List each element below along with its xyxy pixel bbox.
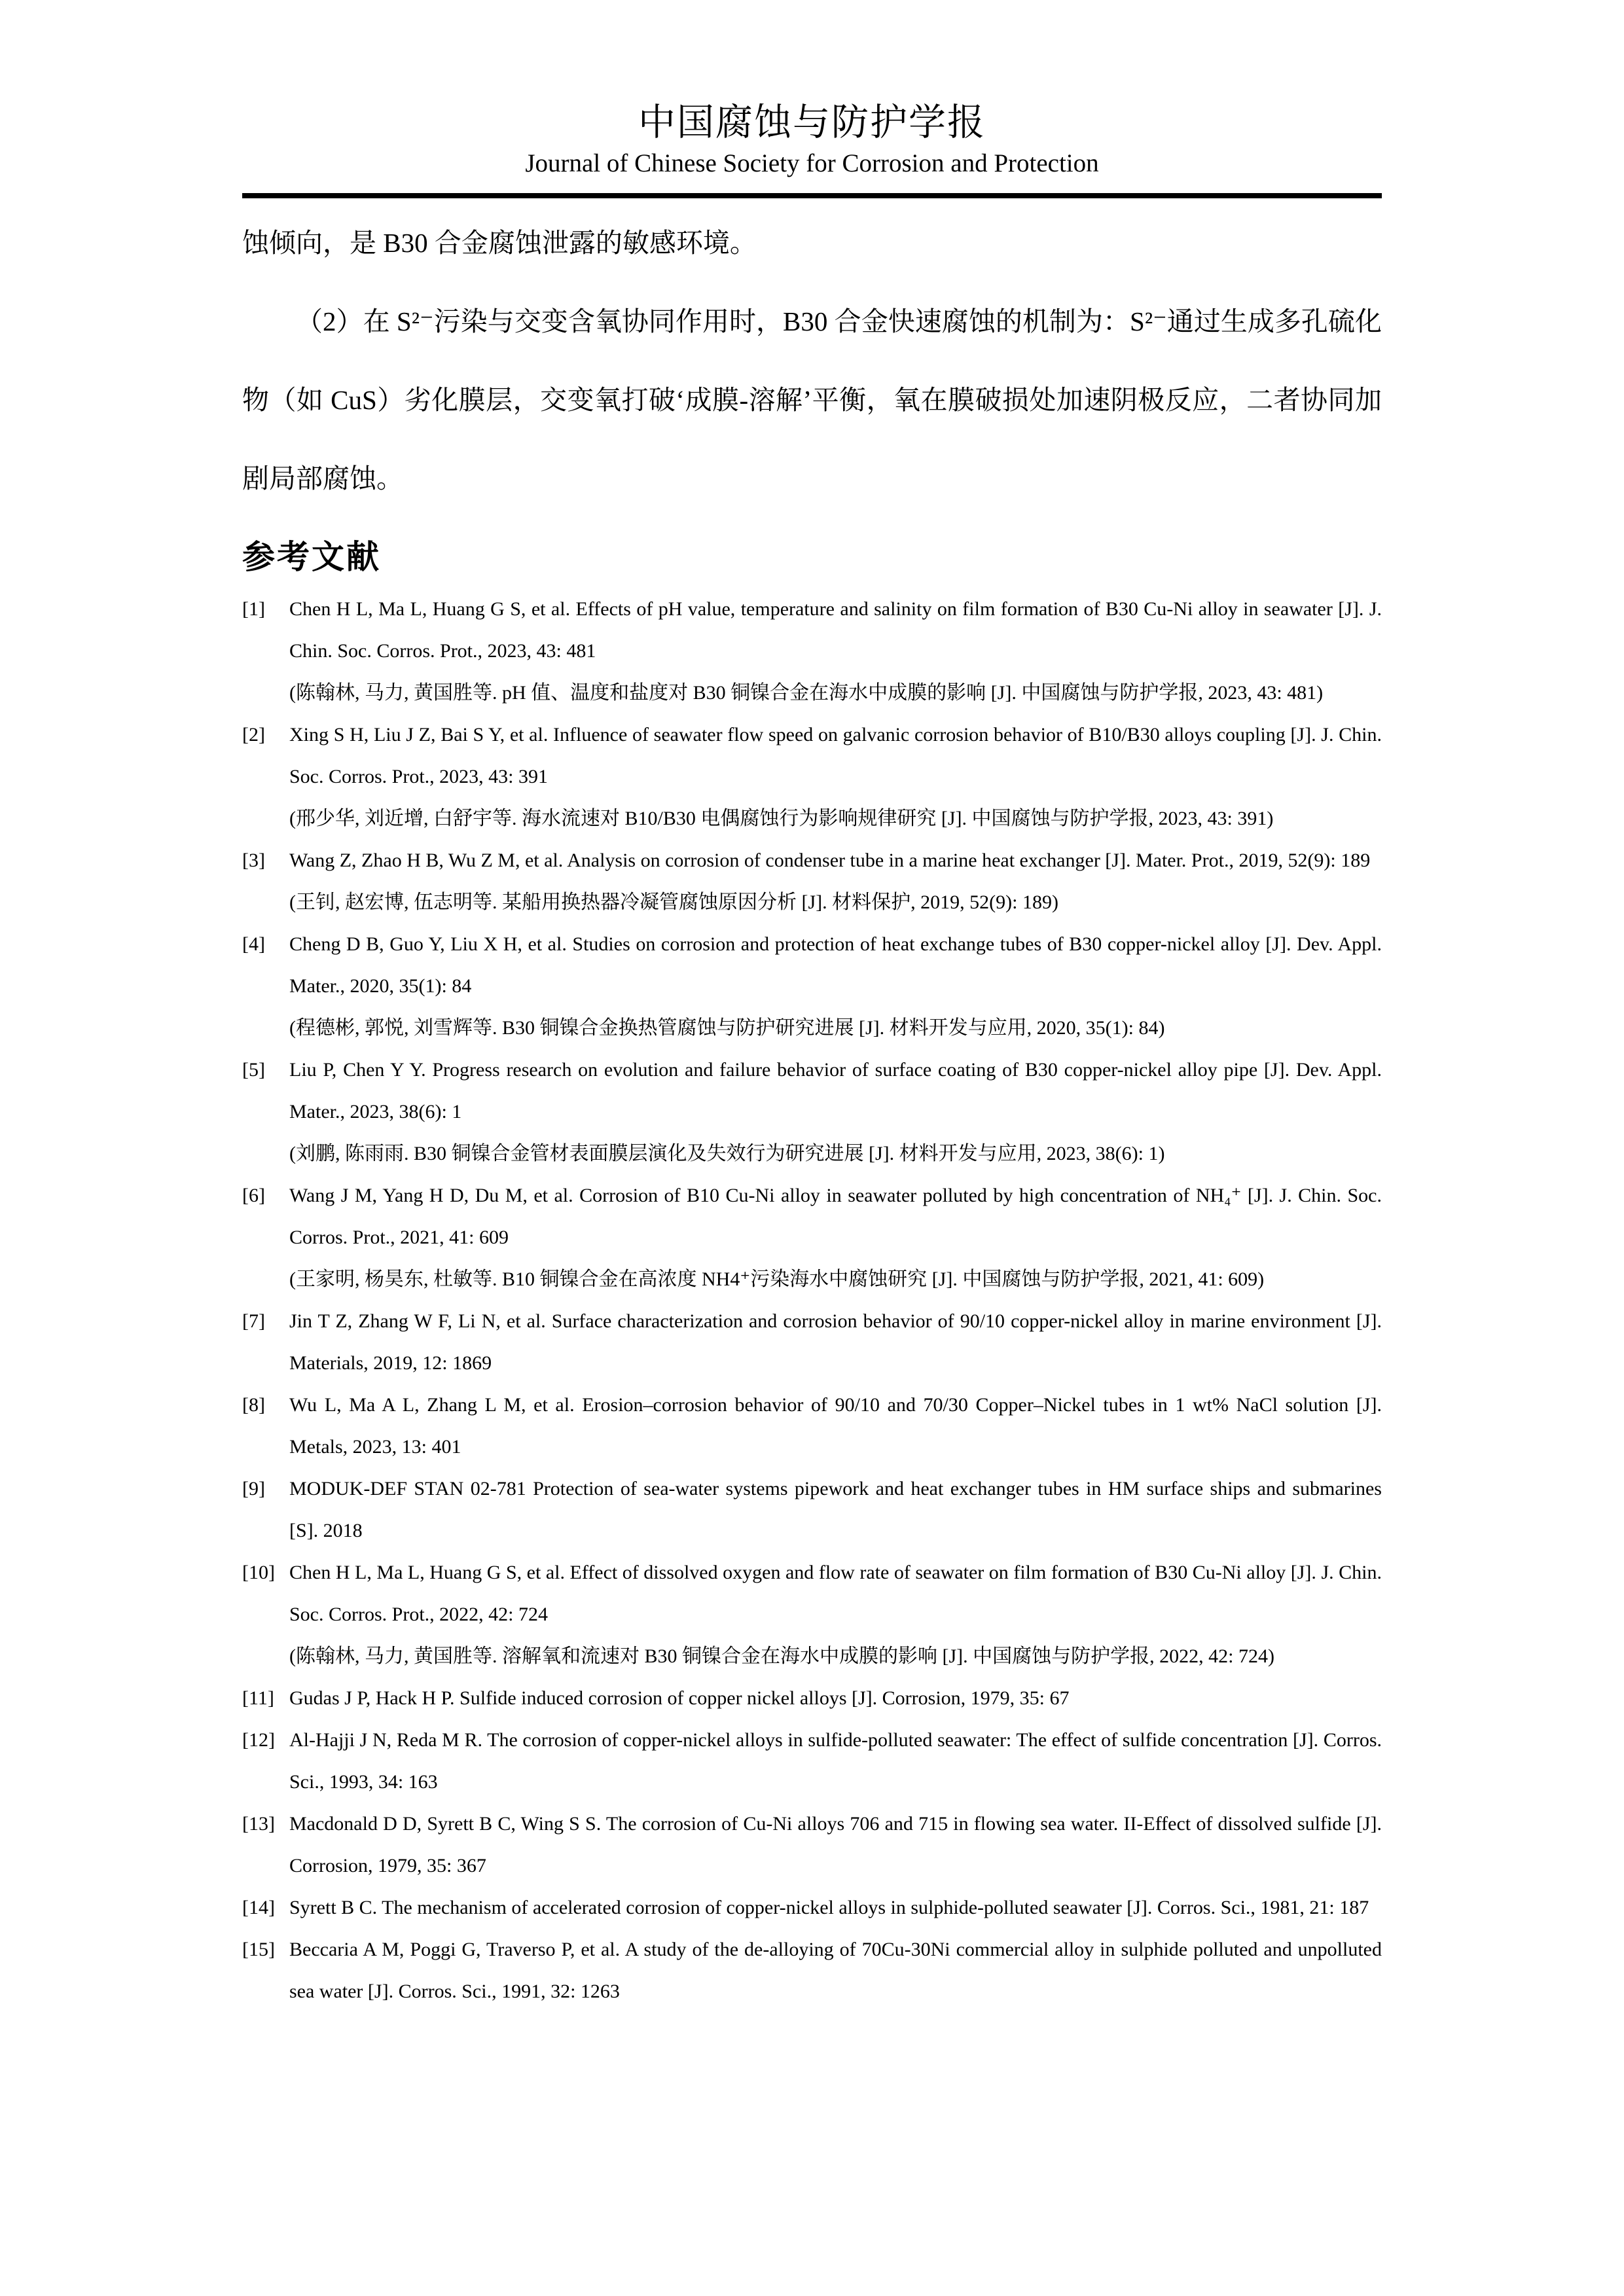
- reference-text-cn: (陈翰林, 马力, 黄国胜等. pH 值、温度和盐度对 B30 铜镍合金在海水中成膜的影响 [J]. 中国腐蚀与防护学报, 2023, 43: 481): [289, 682, 1324, 704]
- reference-item: [242, 1803, 1382, 1887]
- reference-number: [14]: [242, 1897, 275, 1919]
- page-content: [242, 0, 1382, 2013]
- reference-text-en: Wang Z, Zhao H B, Wu Z M, et al. Analysis on corrosion of condenser tube in a marine heat exchanger [J]. Mater. Prot., 2019, 52(9): 189: [289, 850, 1371, 872]
- reference-number: [5]: [242, 1059, 265, 1081]
- reference-item: [242, 714, 1382, 840]
- reference-item: [242, 1049, 1382, 1175]
- page-header: [242, 0, 1382, 198]
- reference-item: [242, 1677, 1382, 1719]
- reference-text-en: Gudas J P, Hack H P. Sulfide induced corrosion of copper nickel alloys [J]. Corrosion, 1979, 35: 67: [289, 1687, 1070, 1710]
- reference-number: [12]: [242, 1729, 275, 1751]
- reference-text-cn: (邢少华, 刘近增, 白舒宇等. 海水流速对 B10/B30 电偶腐蚀行为影响规律研究 [J]. 中国腐蚀与防护学报, 2023, 43: 391): [289, 808, 1274, 830]
- reference-item: [242, 1719, 1382, 1803]
- reference-number: [2]: [242, 724, 265, 746]
- body-paragraph-2: （2）在 S²⁻污染与交变含氧协同作用时，B30 合金快速腐蚀的机制为：S²⁻通过生成多孔硫化物（如 CuS）劣化膜层，交变氧打破‘成膜-溶解’平衡，氧在膜破损处加速阴极反应，二者协同加剧局部腐蚀。: [242, 306, 1382, 494]
- reference-text-cn: (王家明, 杨昊东, 杜敏等. B10 铜镍合金在高浓度 NH4⁺污染海水中腐蚀研究 [J]. 中国腐蚀与防护学报, 2021, 41: 609): [289, 1268, 1265, 1291]
- reference-item: [242, 1175, 1382, 1300]
- reference-text-en: Macdonald D D, Syrett B C, Wing S S. The corrosion of Cu-Ni alloys 706 and 715 in flowing sea water. II-Effect of dissolved sulfide [J]. Corrosion, 1979, 35: 367: [289, 1813, 1382, 1877]
- reference-item: [242, 1887, 1382, 1929]
- reference-text-en: Liu P, Chen Y Y. Progress research on evolution and failure behavior of surface coating of B30 copper-nickel alloy pipe [J]. Dev. Appl. Mater., 2023, 38(6): 1: [289, 1059, 1382, 1123]
- journal-title-zh: 中国腐蚀与防护学报: [638, 102, 986, 143]
- reference-number: [13]: [242, 1813, 275, 1835]
- reference-text-cn: (王钊, 赵宏博, 伍志明等. 某船用换热器冷凝管腐蚀原因分析 [J]. 材料保护, 2019, 52(9): 189): [289, 891, 1058, 914]
- reference-item: [242, 1929, 1382, 2013]
- reference-number: [11]: [242, 1687, 274, 1710]
- reference-item: [242, 1468, 1382, 1552]
- reference-text-cn: (程德彬, 郭悦, 刘雪辉等. B30 铜镍合金换热管腐蚀与防护研究进展 [J]. 材料开发与应用, 2020, 35(1): 84): [289, 1017, 1165, 1039]
- reference-item: [242, 1552, 1382, 1677]
- reference-number: [9]: [242, 1478, 265, 1500]
- references-heading: 参考文献: [242, 539, 381, 576]
- reference-number: [6]: [242, 1185, 265, 1207]
- reference-number: [15]: [242, 1939, 275, 1961]
- reference-text-en: Cheng D B, Guo Y, Liu X H, et al. Studies on corrosion and protection of heat exchange tubes of B30 copper-nickel alloy [J]. Dev. Appl. Mater., 2020, 35(1): 84: [289, 933, 1382, 997]
- reference-text-cn: (刘鹏, 陈雨雨. B30 铜镍合金管材表面膜层演化及失效行为研究进展 [J]. 材料开发与应用, 2023, 38(6): 1): [289, 1143, 1165, 1165]
- reference-number: [8]: [242, 1394, 265, 1416]
- body-paragraph-1: 蚀倾向，是 B30 合金腐蚀泄露的敏感环境。: [242, 228, 757, 259]
- reference-text-en: Chen H L, Ma L, Huang G S, et al. Effects of pH value, temperature and salinity on film formation of B30 Cu-Ni alloy in seawater [J]. J. Chin. Soc. Corros. Prot., 2023, 43: 481: [289, 598, 1382, 662]
- reference-text-en: Beccaria A M, Poggi G, Traverso P, et al. A study of the de-alloying of 70Cu-30Ni commercial alloy in sulphide polluted and unpolluted sea water [J]. Corros. Sci., 1991, 32: 1263: [289, 1939, 1382, 2003]
- reference-text-en: Jin T Z, Zhang W F, Li N, et al. Surface characterization and corrosion behavior of 90/10 copper-nickel alloy in marine environment [J]. Materials, 2019, 12: 1869: [289, 1310, 1382, 1374]
- reference-text-en: Xing S H, Liu J Z, Bai S Y, et al. Influence of seawater flow speed on galvanic corrosion behavior of B10/B30 alloys coupling [J]. J. Chin. Soc. Corros. Prot., 2023, 43: 391: [289, 724, 1382, 788]
- reference-number: [1]: [242, 598, 265, 620]
- reference-text-en: Syrett B C. The mechanism of accelerated corrosion of copper-nickel alloys in sulphide-polluted seawater [J]. Corros. Sci., 1981, 21: 187: [289, 1897, 1369, 1919]
- reference-text-en: Al-Hajji J N, Reda M R. The corrosion of copper-nickel alloys in sulfide-polluted seawater: The effect of sulfide concentration [J]. Corros. Sci., 1993, 34: 163: [289, 1729, 1382, 1793]
- reference-number: [4]: [242, 933, 265, 956]
- reference-list: [242, 588, 1382, 2013]
- reference-text-cn: (陈翰林, 马力, 黄国胜等. 溶解氧和流速对 B30 铜镍合金在海水中成膜的影响 [J]. 中国腐蚀与防护学报, 2022, 42: 724): [289, 1645, 1274, 1668]
- reference-item: [242, 1300, 1382, 1384]
- reference-number: [3]: [242, 850, 265, 872]
- journal-title-en: Journal of Chinese Society for Corrosion and Protection: [525, 149, 1099, 177]
- reference-item: [242, 840, 1382, 924]
- reference-item: [242, 1384, 1382, 1468]
- reference-item: [242, 588, 1382, 714]
- reference-text-en: Chen H L, Ma L, Huang G S, et al. Effect of dissolved oxygen and flow rate of seawater on film formation of B30 Cu-Ni alloy [J]. J. Chin. Soc. Corros. Prot., 2022, 42: 724: [289, 1562, 1382, 1626]
- reference-text-en: Wu L, Ma A L, Zhang L M, et al. Erosion–corrosion behavior of 90/10 and 70/30 Copper–Nickel tubes in 1 wt% NaCl solution [J]. Metals, 2023, 13: 401: [289, 1394, 1382, 1458]
- reference-item: [242, 924, 1382, 1049]
- reference-text-en: MODUK-DEF STAN 02-781 Protection of sea-water systems pipework and heat exchanger tubes in HM surface ships and submarines [S]. 2018: [289, 1478, 1382, 1542]
- reference-number: [10]: [242, 1562, 275, 1584]
- reference-number: [7]: [242, 1310, 265, 1333]
- reference-text-en: Wang J M, Yang H D, Du M, et al. Corrosion of B10 Cu-Ni alloy in seawater polluted by high concentration of NH₄⁺ [J]. J. Chin. Soc. Corros. Prot., 2021, 41: 609: [289, 1185, 1382, 1249]
